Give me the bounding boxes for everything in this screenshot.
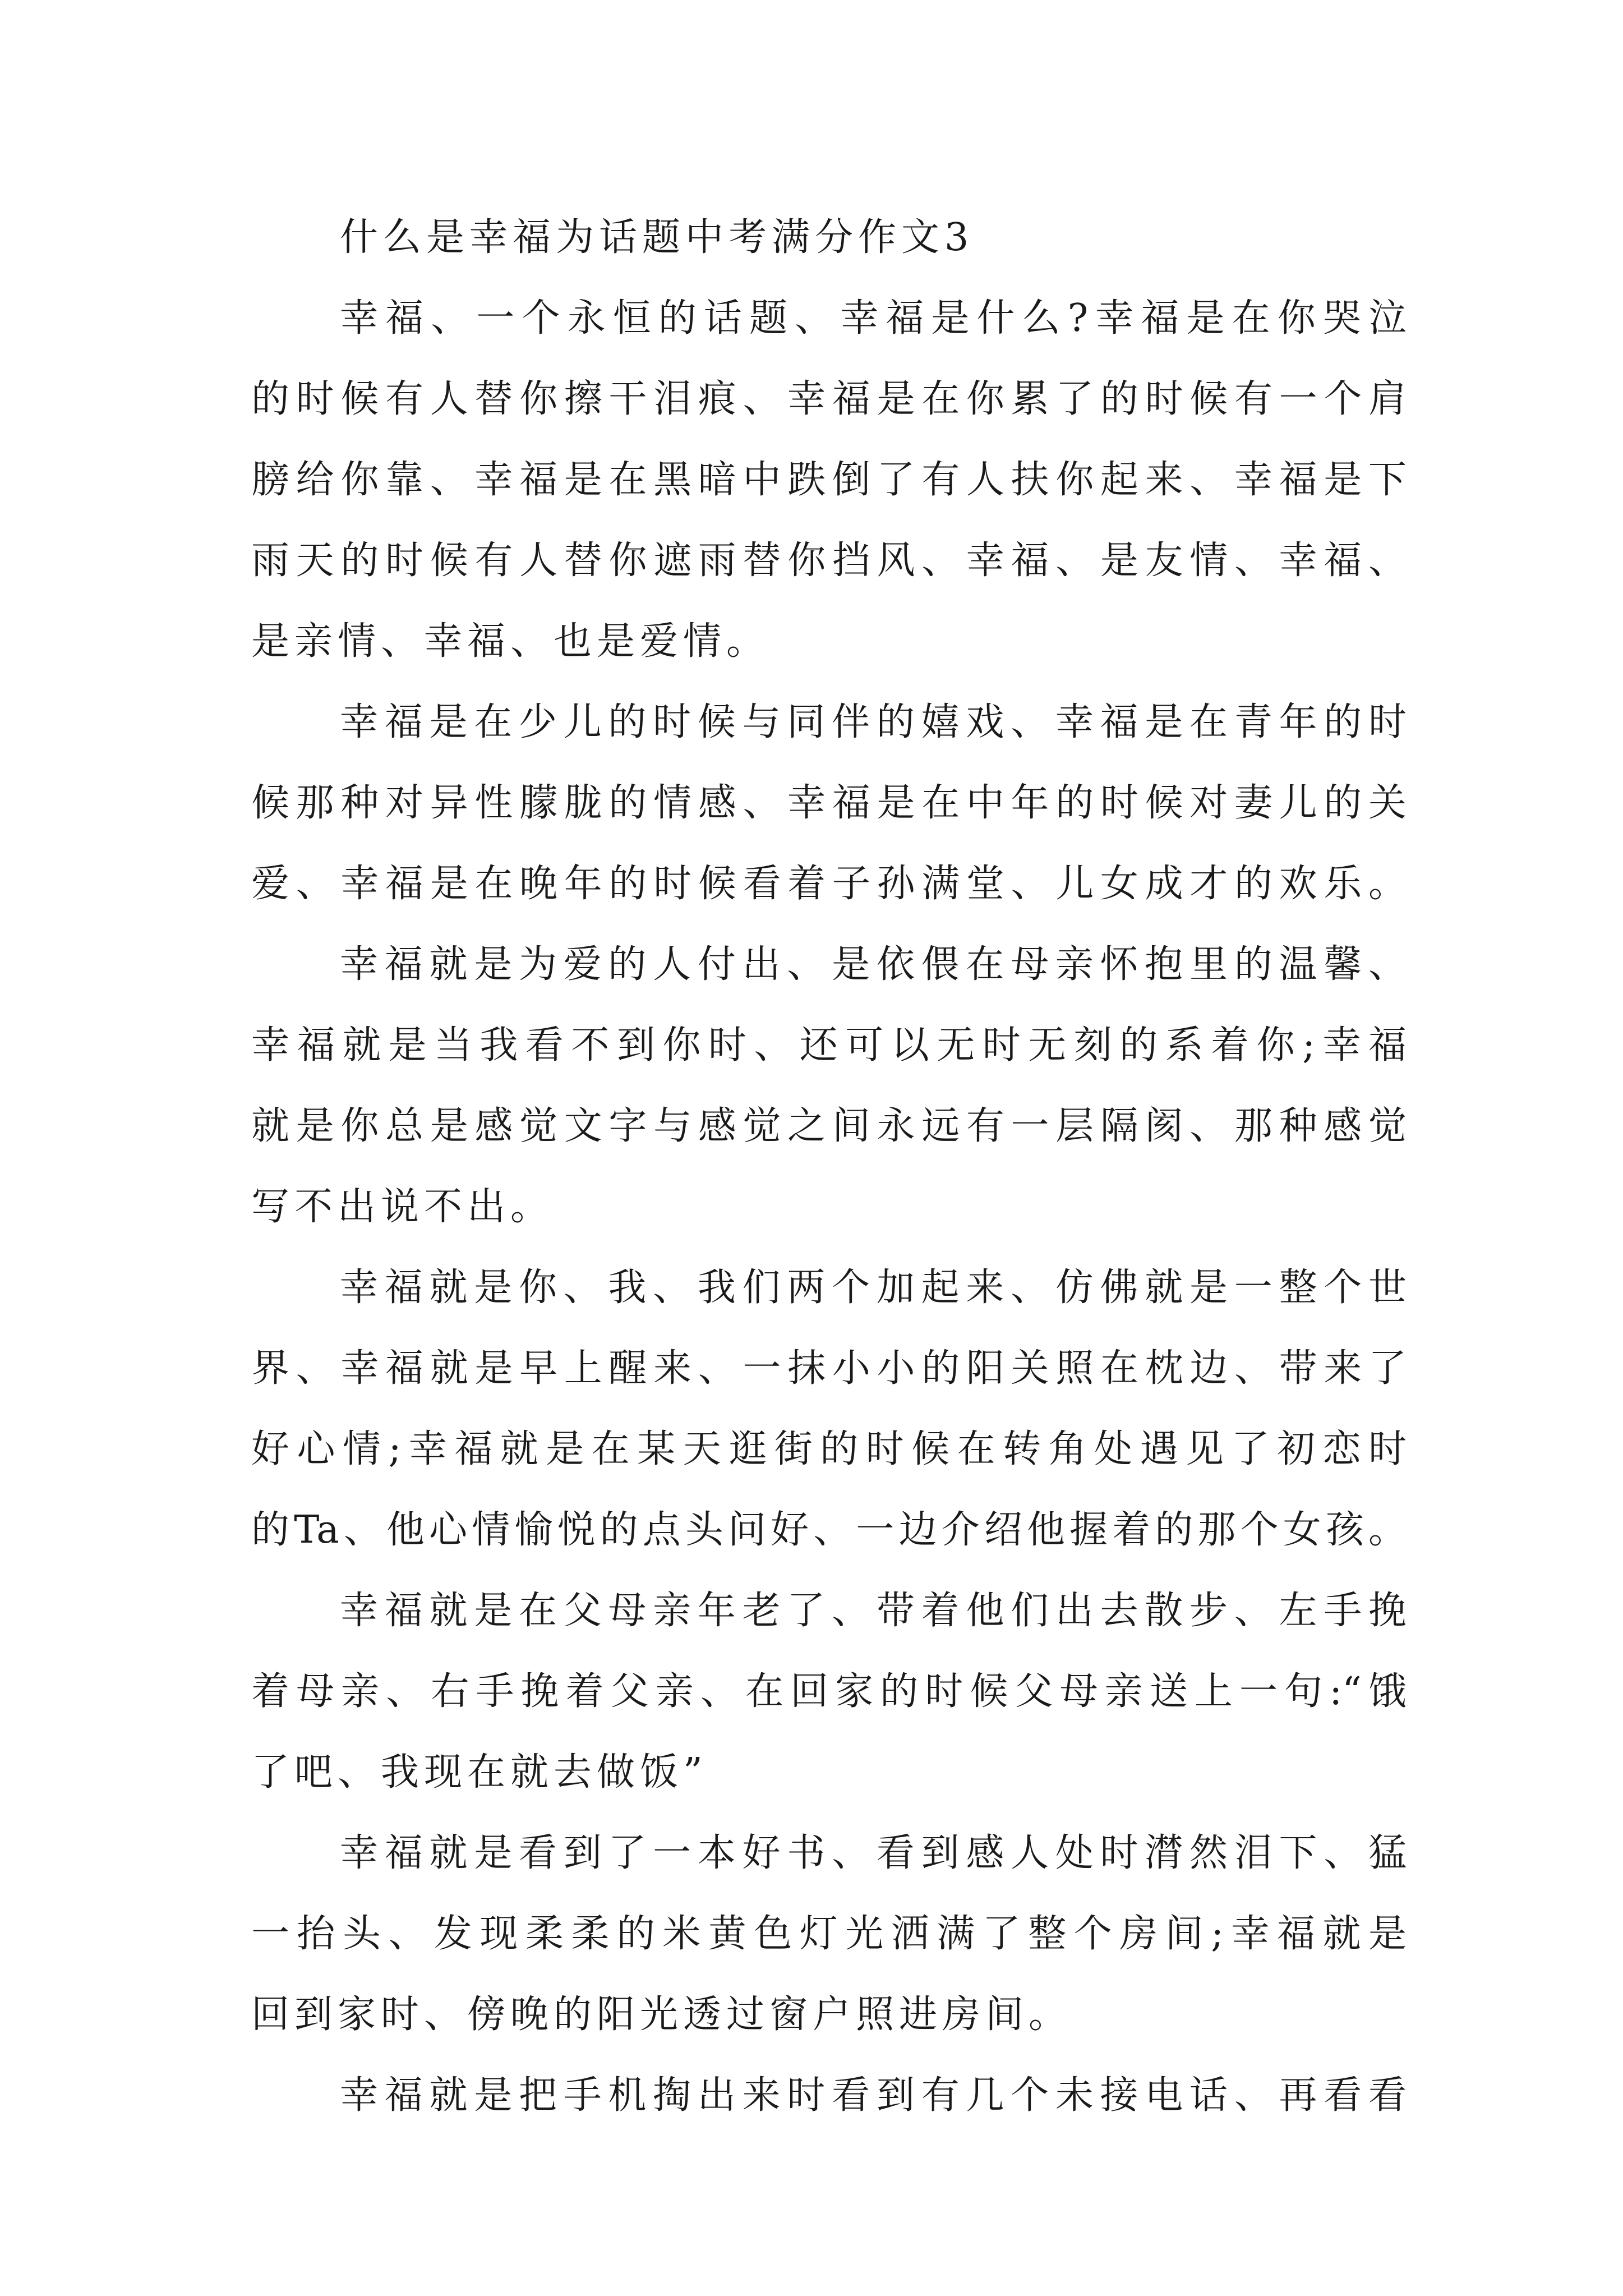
text-line: 幸福就是看到了一本好书、看到感人处时潸然泪下、猛 — [340, 1831, 1407, 1875]
text-line: 幸福就是当我看不到你时、还可以无时无刻的系着你;幸福 — [251, 1023, 1407, 1068]
text-line: 是亲情、幸福、也是爱情。 — [251, 619, 770, 664]
text-line: 幸福就是在父母亲年老了、带着他们出去散步、左手挽 — [340, 1589, 1407, 1633]
text-line: 幸福就是为爱的人付出、是依偎在母亲怀抱里的温馨、 — [340, 942, 1407, 987]
text-line: 回到家时、傍晚的阳光透过窗户照进房间。 — [251, 1993, 1072, 2037]
text-line: 的时候有人替你擦干泪痕、幸福是在你累了的时候有一个肩 — [251, 377, 1407, 421]
text-line: 幸福就是你、我、我们两个加起来、仿佛就是一整个世 — [340, 1266, 1407, 1310]
text-line: 好心情;幸福就是在某天逛街的时候在转角处遇见了初恋时 — [251, 1427, 1407, 1471]
document-title: 什么是幸福为话题中考满分作文3 — [340, 215, 974, 260]
text-line: 的Ta、他心情愉悦的点头问好、一边介绍他握着的那个女孩。 — [251, 1508, 1407, 1552]
text-line: 膀给你靠、幸福是在黑暗中跌倒了有人扶你起来、幸福是下 — [251, 458, 1407, 502]
text-line: 着母亲、右手挽着父亲、在回家的时候父母亲送上一句:“饿 — [251, 1669, 1407, 1714]
text-line: 就是你总是感觉文字与感觉之间永远有一层隔阂、那种感觉 — [251, 1104, 1407, 1148]
text-line: 候那种对异性朦胧的情感、幸福是在中年的时候对妻儿的关 — [251, 781, 1407, 825]
text-line: 幸福是在少儿的时候与同伴的嬉戏、幸福是在青年的时 — [340, 700, 1407, 744]
text-line: 一抬头、发现柔柔的米黄色灯光洒满了整个房间;幸福就是 — [251, 1912, 1407, 1956]
text-line: 写不出说不出。 — [251, 1185, 554, 1229]
text-line: 幸福就是把手机掏出来时看到有几个未接电话、再看看 — [340, 2073, 1407, 2118]
text-line: 雨天的时候有人替你遮雨替你挡风、幸福、是友情、幸福、 — [251, 539, 1407, 583]
text-line: 幸福、一个永恒的话题、幸福是什么?幸福是在你哭泣 — [340, 296, 1407, 341]
text-line: 爱、幸福是在晚年的时候看着子孙满堂、儿女成才的欢乐。 — [251, 862, 1407, 906]
text-line: 了吧、我现在就去做饭” — [251, 1750, 708, 1795]
text-line: 界、幸福就是早上醒来、一抹小小的阳关照在枕边、带来了 — [251, 1346, 1407, 1391]
